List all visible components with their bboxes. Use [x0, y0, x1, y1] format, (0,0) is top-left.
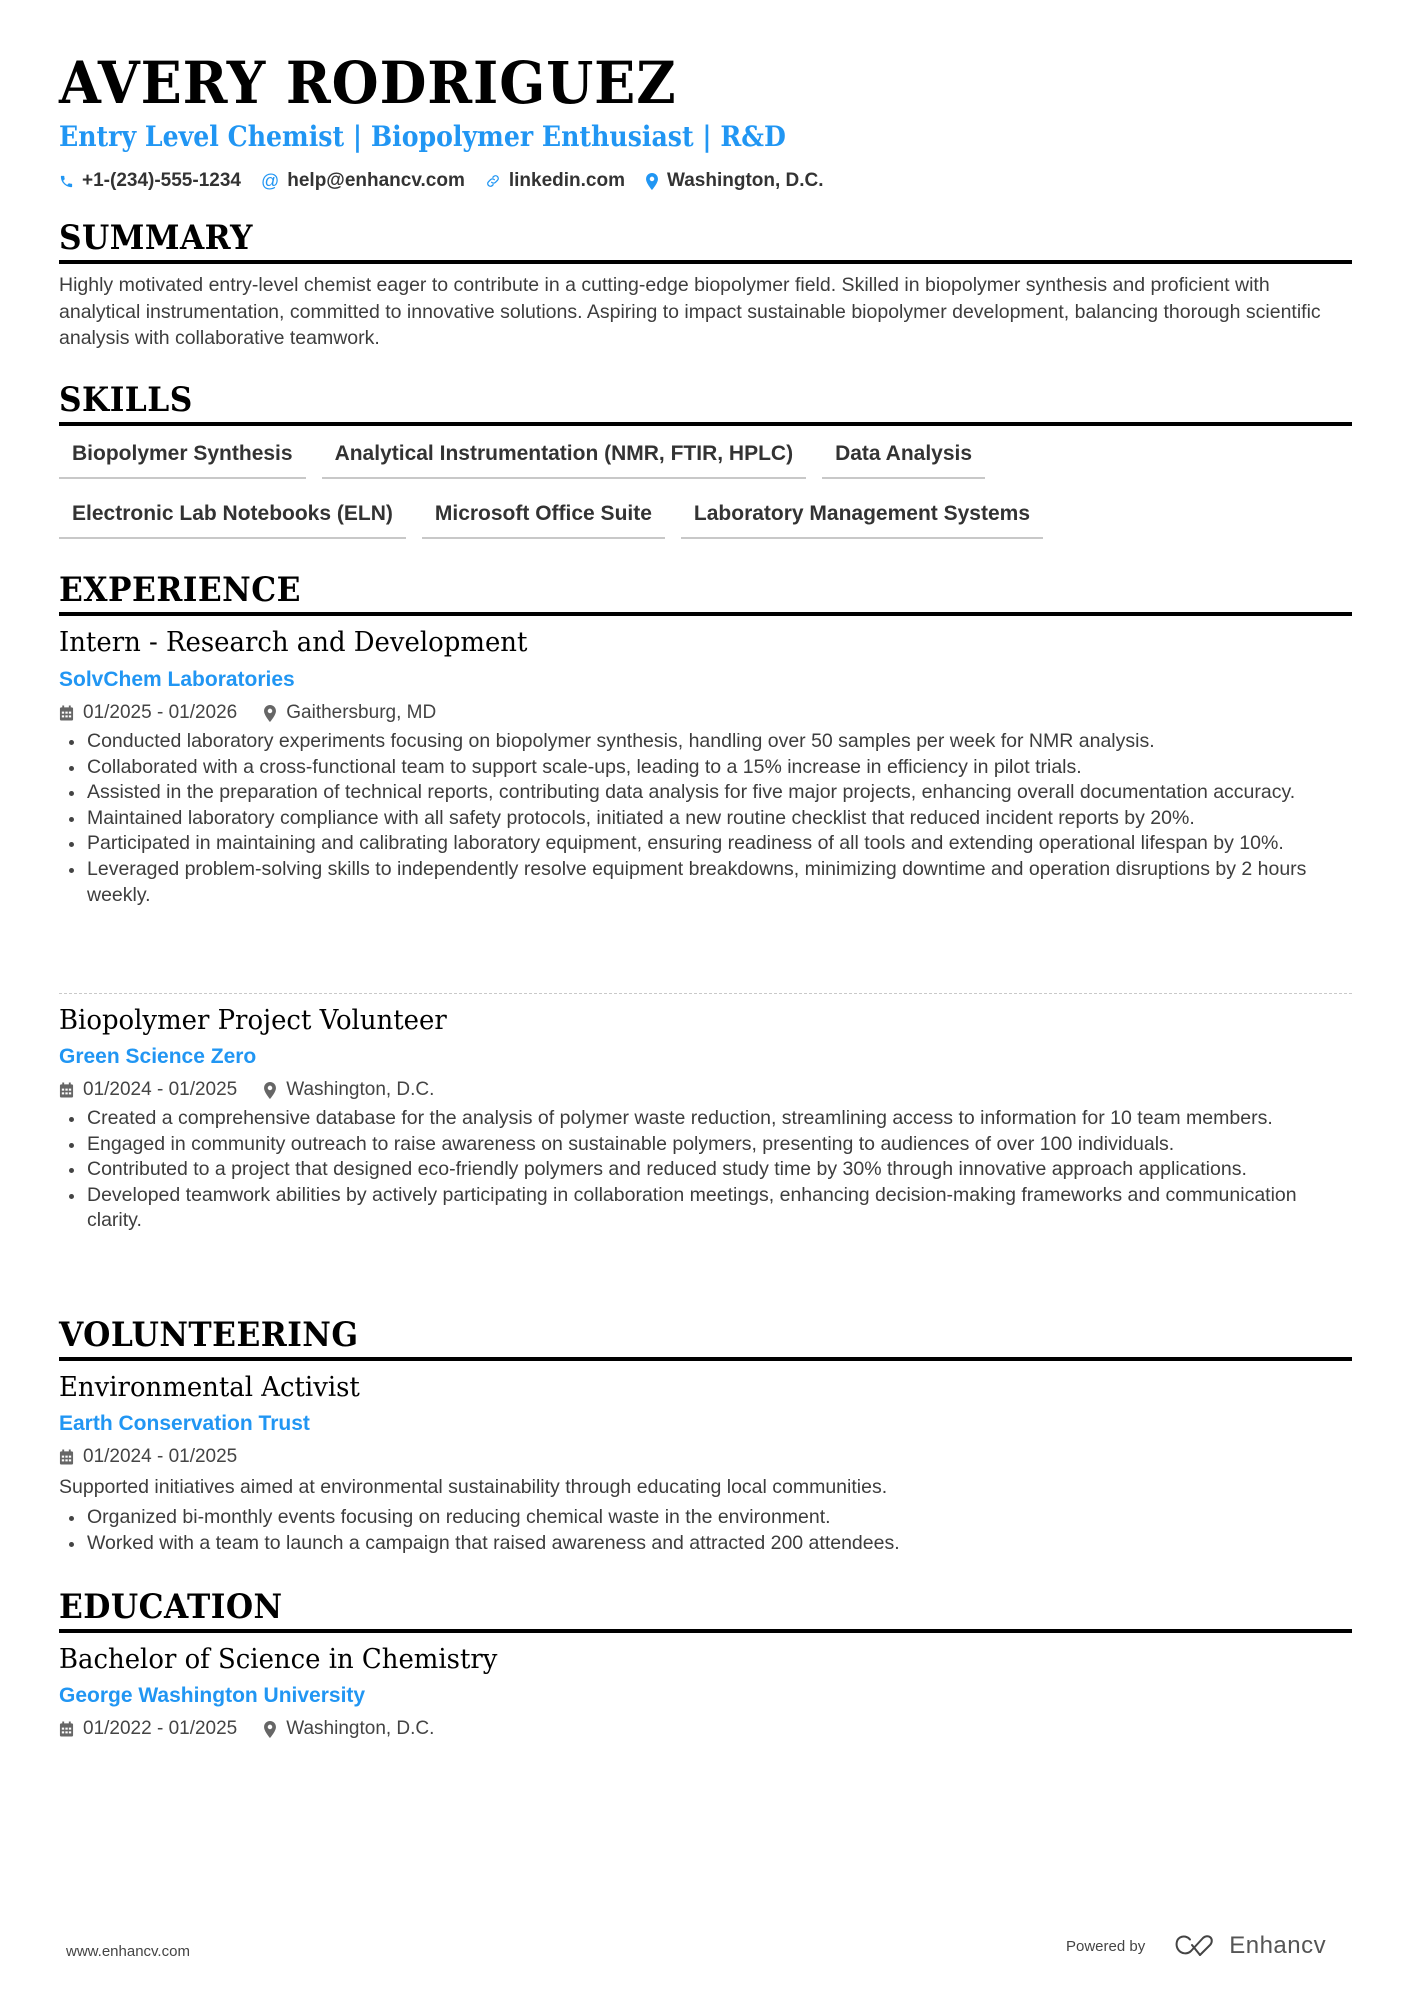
volunteering-dates: [59, 1444, 237, 1470]
bullet-item: Organized bi-monthly events focusing on reducing chemical waste in the environment.: [59, 1505, 1352, 1531]
footer-website-link[interactable]: www.enhancv.com: [66, 1943, 190, 1960]
powered-by-label: Powered by: [1066, 1937, 1146, 1955]
experience-dates-text: 01/2024 - 01/2025: [83, 1079, 238, 1100]
contact-location: [645, 170, 824, 192]
experience-location-text: Washington, D.C.: [286, 1079, 435, 1100]
link-icon: [485, 173, 501, 189]
experience-title: Intern - Research and Development: [59, 627, 528, 658]
section-title-experience-text: EXPERIENCE: [59, 570, 301, 610]
footer-powered-by[interactable]: [1066, 1932, 1326, 1960]
section-title-volunteering: [59, 1315, 1352, 1361]
education-school: George Washington University: [59, 1684, 366, 1707]
education-location: [263, 1716, 434, 1742]
experience-meta: [59, 700, 462, 726]
location-pin-icon: [263, 1721, 277, 1738]
education-dates-text: 01/2022 - 01/2025: [83, 1718, 238, 1739]
bullet-item: Leveraged problem-solving skills to independently resolve equipment breakdowns, minimizing downtime and operation disruptions by 2 hours weekly.: [59, 857, 1352, 908]
at-icon: @: [260, 170, 280, 191]
bullet-item: Assisted in the preparation of technical reports, contributing data analysis for five major projects, enhancing overall documentation accuracy.: [59, 780, 1352, 806]
location-pin-icon: [645, 173, 659, 190]
summary-text: Highly motivated entry-level chemist eager to contribute in a cutting-edge biopolymer field. Skilled in biopolymer synthesis and proficient with analytical instrumentation, committed to innovative solutions. Aspiring to impact sustainable biopolymer development, balancing thorough scientific analysis with collaborative teamwork.: [59, 274, 1321, 349]
bullet-item: Maintained laboratory compliance with all safety protocols, initiated a new routine checklist that reduced incident reports by 20%.: [59, 806, 1352, 832]
volunteering-meta: [59, 1444, 263, 1470]
education-location-text: Washington, D.C.: [286, 1718, 435, 1739]
experience-bullets: [59, 1106, 1352, 1234]
volunteering-dates-text: 01/2024 - 01/2025: [83, 1446, 238, 1467]
bullet-item: Developed teamwork abilities by actively participating in collaboration meetings, enhancing decision-making frameworks and communication clarity.: [59, 1183, 1352, 1234]
contact-linkedin[interactable]: [485, 170, 625, 192]
candidate-name: AVERY RODRIGUEZ: [59, 49, 677, 117]
bullet-item: Participated in maintaining and calibrating laboratory equipment, ensuring readiness of all tools and extending operational lifespan by 10%.: [59, 831, 1352, 857]
experience-title: Biopolymer Project Volunteer: [59, 1005, 447, 1036]
education-meta: [59, 1716, 460, 1742]
skill-tag: Microsoft Office Suite: [422, 500, 665, 539]
section-title-education-text: EDUCATION: [59, 1587, 283, 1627]
bullet-item: Created a comprehensive database for the analysis of polymer waste reduction, streamlining access to information for 10 team members.: [59, 1106, 1352, 1132]
experience-location: [263, 1077, 434, 1103]
section-title-volunteering-text: VOLUNTEERING: [59, 1315, 359, 1355]
section-title-experience: [59, 570, 1352, 616]
experience-meta: [59, 1077, 460, 1103]
section-title-education: [59, 1587, 1352, 1633]
experience-dates: [59, 1077, 237, 1103]
location-pin-icon: [263, 705, 277, 722]
calendar-icon: [59, 1082, 74, 1098]
experience-company: Green Science Zero: [59, 1045, 257, 1068]
bullet-item: Collaborated with a cross-functional team to support scale-ups, leading to a 15% increase in efficiency in pilot trials.: [59, 755, 1352, 781]
calendar-icon: [59, 705, 74, 721]
volunteering-bullets: [59, 1505, 1352, 1556]
volunteering-title: Environmental Activist: [59, 1372, 360, 1403]
calendar-icon: [59, 1721, 74, 1737]
volunteering-organization: Earth Conservation Trust: [59, 1412, 310, 1435]
calendar-icon: [59, 1449, 74, 1465]
skills-row-2: [59, 500, 1059, 539]
bullet-item: Worked with a team to launch a campaign that raised awareness and attracted 200 attendees.: [59, 1531, 1352, 1557]
bullet-item: Engaged in community outreach to raise awareness on sustainable polymers, presenting to audiences of over 100 individuals.: [59, 1132, 1352, 1158]
contact-location-text: Washington, D.C.: [667, 170, 824, 191]
phone-icon: [59, 174, 74, 189]
section-title-skills: [59, 380, 1352, 426]
bullet-item: Conducted laboratory experiments focusing on biopolymer synthesis, handling over 50 samples per week for NMR analysis.: [59, 729, 1352, 755]
contact-email[interactable]: [261, 170, 465, 192]
section-title-skills-text: SKILLS: [59, 380, 193, 420]
education-degree: Bachelor of Science in Chemistry: [59, 1644, 498, 1675]
enhancv-logo-icon: [1173, 1933, 1221, 1959]
experience-company: SolvChem Laboratories: [59, 668, 295, 691]
section-title-summary-text: SUMMARY: [59, 218, 253, 258]
contact-phone-text: +1-(234)-555-1234: [82, 170, 241, 191]
skills-row-1: [59, 440, 1001, 479]
contact-phone[interactable]: [59, 170, 241, 192]
skill-tag: Data Analysis: [822, 440, 985, 479]
experience-dates-text: 01/2025 - 01/2026: [83, 702, 238, 723]
contact-bar: [59, 170, 844, 192]
enhancv-brand: Enhancv: [1229, 1932, 1327, 1959]
location-pin-icon: [263, 1082, 277, 1099]
experience-bullets: [59, 729, 1352, 908]
skill-tag: Electronic Lab Notebooks (ELN): [59, 500, 406, 539]
contact-linkedin-text: linkedin.com: [508, 170, 625, 191]
candidate-headline: Entry Level Chemist | Biopolymer Enthusiast | R&D: [59, 120, 786, 153]
education-dates: [59, 1716, 237, 1742]
entry-divider: [59, 993, 1352, 994]
section-title-summary: [59, 218, 1352, 264]
experience-dates: [59, 700, 237, 726]
volunteering-description: Supported initiatives aimed at environmental sustainability through educating local communities.: [59, 1476, 888, 1498]
contact-email-text: help@enhancv.com: [287, 170, 465, 191]
skill-tag: Analytical Instrumentation (NMR, FTIR, HPLC): [322, 440, 807, 479]
skill-tag: Biopolymer Synthesis: [59, 440, 306, 479]
bullet-item: Contributed to a project that designed eco-friendly polymers and reduced study time by 30% through innovative approach applications.: [59, 1157, 1352, 1183]
skill-tag: Laboratory Management Systems: [681, 500, 1043, 539]
experience-location: [263, 700, 436, 726]
experience-location-text: Gaithersburg, MD: [286, 702, 437, 723]
